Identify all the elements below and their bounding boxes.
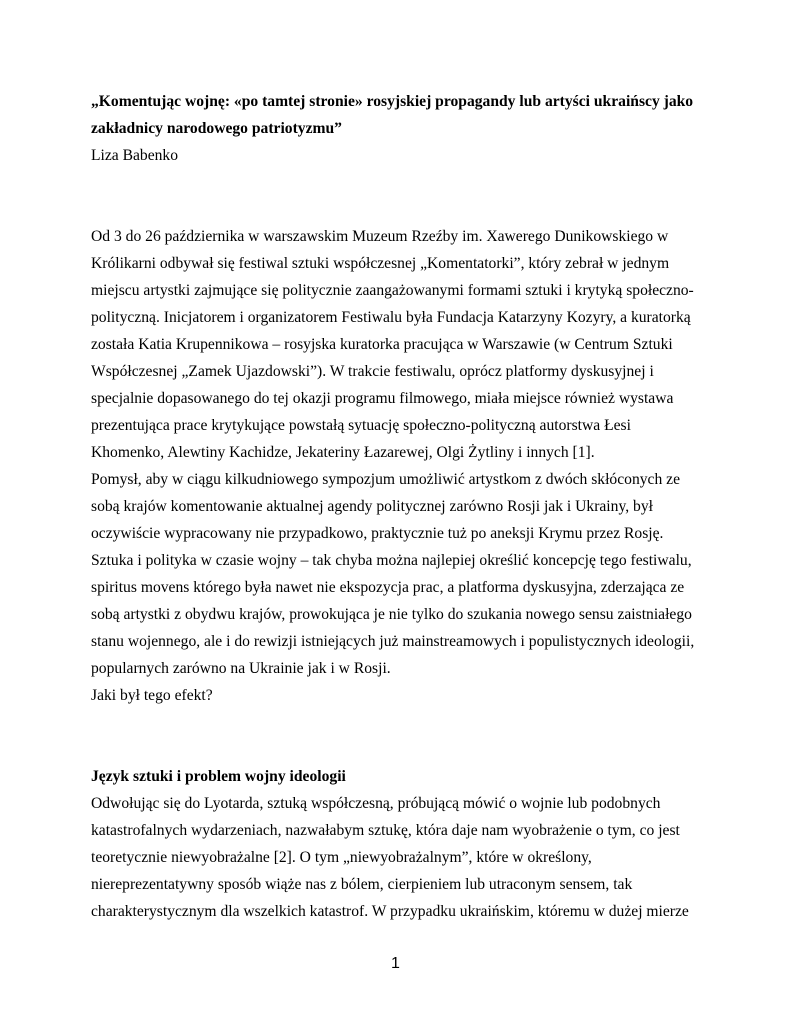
spacer [91,169,703,223]
article-body [91,88,703,925]
paragraph-concept: Pomysł, aby w ciągu kilkudniowego sympozjum umożliwić artystkom z dwóch skłóconych ze sobą krajów komentowanie aktualnej agendy politycznej zarówno Rosji jak i Ukrainy, był oczywiście wypracowany nie przypadkowo, praktycznie tuż po aneksji Krymu przez Rosję. Sztuka i polityka w czasie wojny – tak chyba można najlepiej określić koncepcję tego festiwalu, spiritus movens którego była nawet nie ekspozycja prac, a platforma dyskusyjna, zderzająca ze sobą artystki z obydwu krajów, prowokująca je nie tylko do szukania nowego sensu zaistniałego stanu wojennego, ale i do rewizji istniejących już mainstreamowych i populistycznych ideologii, popularnych zarówno na Ukrainie jak i w Rosji. [91,471,695,677]
paragraph-intro: Od 3 do 26 października w warszawskim Muzeum Rzeźby im. Xawerego Dunikowskiego w Królikarni odbywał się festiwal sztuki współczesnej „Komentatorki”, który zebrał w jednym miejscu artystki zajmujące się politycznie zaangażowanymi formami sztuki i krytyką społeczno-polityczną. Inicjatorem i organizatorem Festiwalu była Fundacja Katarzyny Kozyry, a kuratorką została Katia Krupennikowa – rosyjska kuratorka pracująca w Warszawie (w Centrum Sztuki Współczesnej „Zamek Ujazdowski”). W trakcie festiwalu, oprócz platformy dyskusyjnej i specjalnie dopasowanego do tej okazji programu filmowego, miała miejsce również wystawa prezentująca prace krytykujące powstałą sytuację społeczno-polityczną autorstwa Łesi Khomenko, Alewtiny Kachidze, Jekateriny Łazarewej, Olgi Żytliny i innych [1]. [91,228,694,461]
section-heading: Język sztuki i problem wojny ideologii [91,768,346,785]
page-number: 1 [391,955,400,972]
article-author: Liza Babenko [91,147,179,164]
paragraph-question: Jaki był tego efekt? [91,687,213,704]
paragraph-section: Odwołując się do Lyotarda, sztuką współczesną, próbującą mówić o wojnie lub podobnych katastrofalnych wydarzeniach, nazwałabym sztukę, która daje nam wyobrażenie o tym, co jest teoretycznie niewyobrażalne [2]. O tym „niewyobrażalnym”, które w określony, niereprezentatywny sposób wiąże nas z bólem, cierpieniem lub utraconym sensem, tak charakterystycznym dla wszelkich katastrof. W przypadku ukraińskim, któremu w dużej mierze [91,795,689,920]
article-title: „Komentując wojnę: «po tamtej stronie» rosyjskiej propagandy lub artyści ukraińscy jako zakładnicy narodowego patriotyzmu” [91,93,694,137]
spacer [91,709,703,763]
